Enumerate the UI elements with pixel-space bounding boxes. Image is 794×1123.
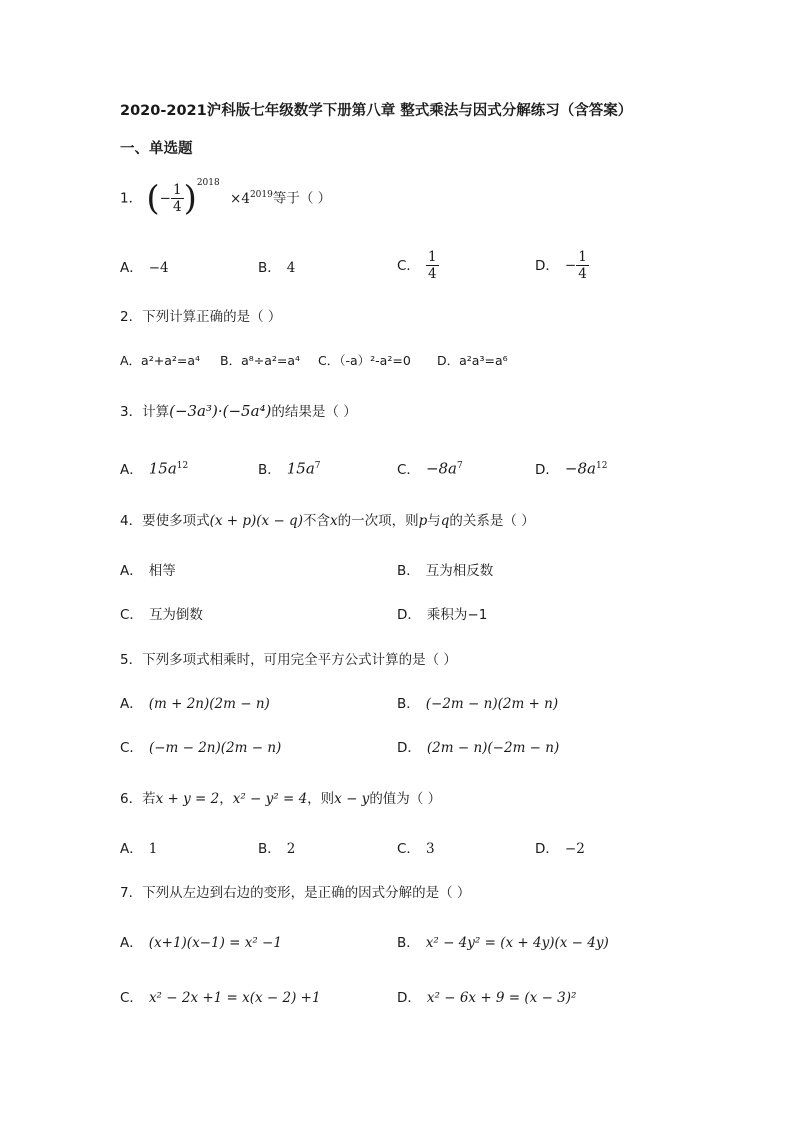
option-c: C． 3 [397, 841, 435, 857]
option-b: B． 2 [258, 841, 296, 857]
math-expression: (−3a³)·(−5a⁴) [169, 402, 272, 420]
option-b: B． 互为相反数 [397, 563, 494, 579]
question-4: 4．要使多项式(x + p)(x − q)不含x的一次项，则p与q的关系是（ ） [120, 513, 535, 529]
document-title: 2020-2021沪科版七年级数学下册第八章 整式乘法与因式分解练习（含答案） [120, 103, 633, 119]
exponent: 2019 [249, 189, 273, 200]
option-d: D． 乘积为−1 [397, 607, 488, 623]
option-b: B． x² − 4y² = (x + 4y)(x − 4y) [397, 935, 609, 951]
fraction: $\frac{1}{4}$ [172, 182, 182, 215]
question-2: 2．下列计算正确的是（ ） [120, 309, 282, 325]
option-c: C． (−m − 2n)(2m − n) [120, 740, 282, 756]
option-a: A．a²+a²=a⁴ [120, 353, 201, 368]
option-d: D． x² − 6x + 9 = (x − 3)² [397, 990, 577, 1006]
option-c: C．（-a）²-a²=0 [318, 353, 411, 368]
fraction: $\frac{1}{4}$ [427, 249, 437, 282]
question-7: 7．下列从左边到右边的变形，是正确的因式分解的是（ ） [120, 885, 471, 901]
option-c: C． 互为倒数 [120, 607, 203, 623]
option-c: C． x² − 2x +1 = x(x − 2) +1 [120, 990, 321, 1006]
times-term: ×4 [230, 190, 250, 207]
option-d: D． $-8a^{12}$ [535, 459, 608, 478]
question-3: 3．计算(−3a³)·(−5a⁴)的结果是（ ） [120, 402, 357, 420]
exponent: 2018 [196, 177, 220, 188]
fraction: $\frac{1}{4}$ [578, 249, 587, 282]
option-b: B． (−2m − n)(2m + n) [397, 696, 559, 712]
option-a: A． −4 [120, 260, 169, 276]
option-a: A． $15a^{12}$ [120, 459, 189, 478]
option-d: D． (2m − n)(−2m − n) [397, 740, 560, 756]
option-b: B．a⁸÷a²=a⁴ [220, 353, 301, 368]
question-5: 5．下列多项式相乘时，可用完全平方公式计算的是（ ） [120, 652, 457, 668]
option-d: D． − $\frac{1}{4}$ [535, 249, 587, 282]
option-d: D． −2 [535, 841, 585, 857]
question-6: 6．若x + y = 2，x² − y² = 4，则x − y的值为（ ） [120, 791, 442, 807]
option-a: A． (x+1)(x−1) = x² −1 [120, 935, 282, 951]
option-b: B． $15a^7$ [258, 459, 321, 478]
option-c: C． $\frac{1}{4}$ [397, 249, 437, 282]
section-heading: 一、单选题 [120, 141, 193, 157]
question-tail: 等于（ ） [272, 190, 332, 207]
option-b: B． 4 [258, 260, 296, 276]
option-c: C． $-8a^7$ [397, 459, 463, 478]
minus-sign: − [159, 190, 171, 207]
option-a: A． 1 [120, 841, 158, 857]
question-number: 1． [120, 190, 143, 207]
question-1: 1． (− $\frac{1}{4}$ )$^{2018} \times 4^{2019}$等于（ ） [120, 177, 332, 219]
option-a: A． (m + 2n)(2m − n) [120, 696, 270, 712]
option-d: D．a²a³=a⁶ [437, 353, 508, 368]
option-a: A． 相等 [120, 563, 176, 579]
